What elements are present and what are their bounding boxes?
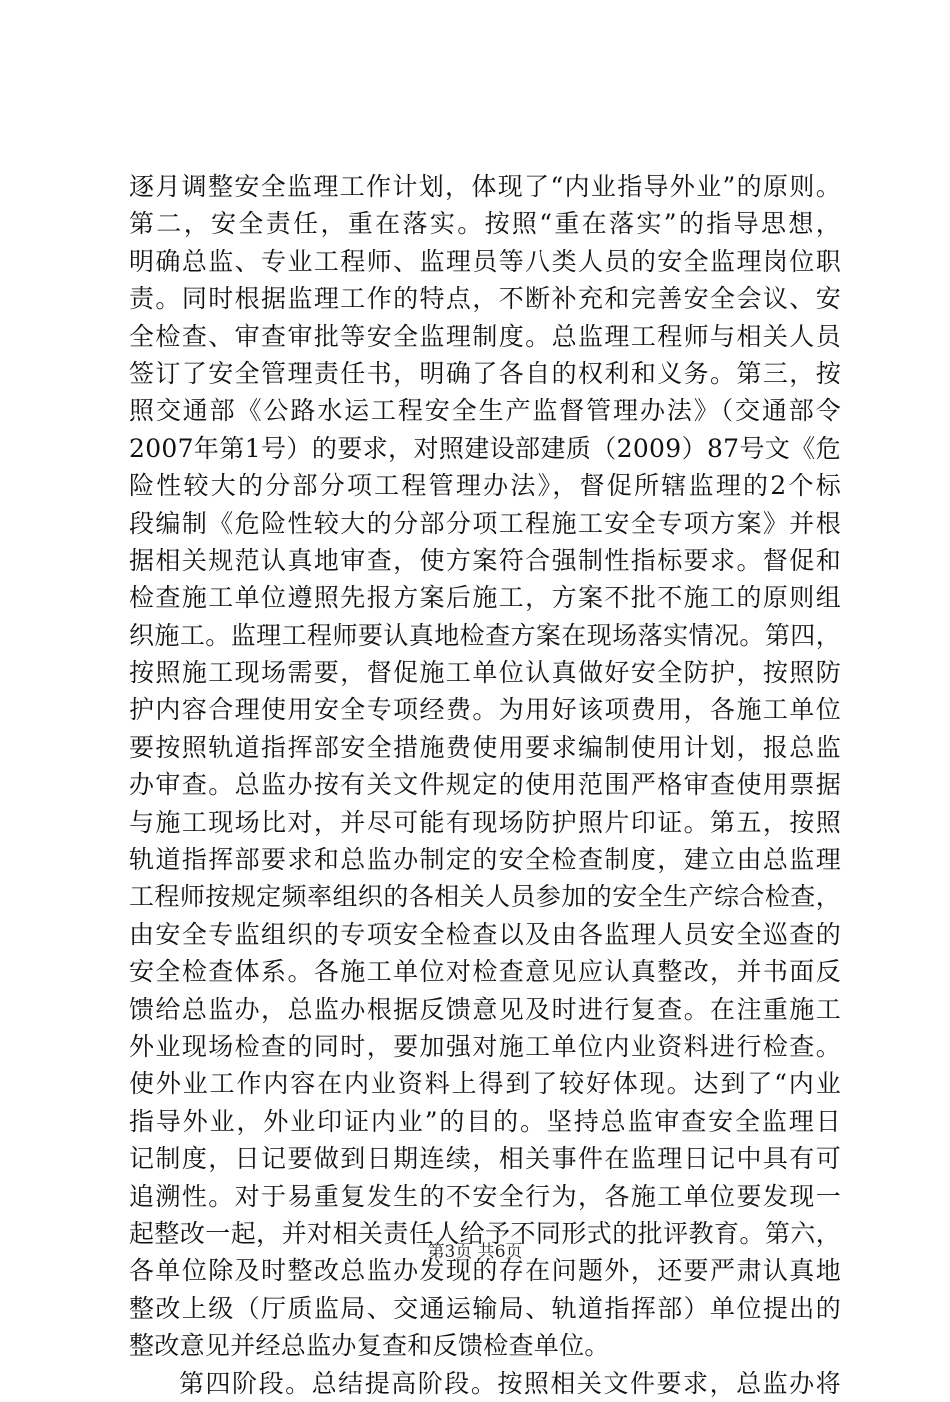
paragraph-first-line: 第四阶段。总结提高阶段。按照相关文件要求，总监办将 bbox=[179, 1368, 841, 1398]
text-line: 整改上级（厅质监局、交通运输局、轨道指挥部）单位提出的 bbox=[129, 1293, 841, 1323]
text-line: 责。同时根据监理工作的特点，不断补充和完善安全会议、安 bbox=[129, 284, 841, 314]
text-line: 险性较大的分部分项工程管理办法》，督促所辖监理的2个标 bbox=[129, 471, 841, 501]
text-line: 轨道指挥部要求和总监办制定的安全检查制度，建立由总监理 bbox=[129, 845, 841, 875]
text-line: 织施工。监理工程师要认真地检查方案在现场落实情况。第四， bbox=[129, 620, 841, 650]
text-line: 外业现场检查的同时，要加强对施工单位内业资料进行检查。 bbox=[129, 1031, 841, 1061]
text-line: 据相关规范认真地审查，使方案符合强制性指标要求。督促和 bbox=[129, 545, 841, 575]
text-line: 检查施工单位遵照先报方案后施工，方案不批不施工的原则组 bbox=[129, 583, 841, 613]
text-line: 逐月调整安全监理工作计划，体现了“内业指导外业”的原则。 bbox=[129, 172, 841, 201]
text-line: 办审查。总监办按有关文件规定的使用范围严格审查使用票据 bbox=[129, 770, 841, 800]
text-line: 追溯性。对于易重复发生的不安全行为，各施工单位要发现一 bbox=[129, 1181, 841, 1211]
text-line: 各单位除及时整改总监办发现的存在问题外，还要严肃认真地 bbox=[129, 1256, 841, 1286]
text-line: 要按照轨道指挥部安全措施费使用要求编制使用计划，报总监 bbox=[129, 732, 841, 762]
text-line: 第二，安全责任，重在落实。按照“重在落实”的指导思想， bbox=[129, 209, 841, 239]
text-line: 使外业工作内容在内业资料上得到了较好体现。达到了“内业 bbox=[129, 1069, 841, 1099]
page-number-footer: 第3页 共6页 bbox=[427, 1242, 523, 1262]
text-line: 指导外业，外业印证内业”的目的。坚持总监审查安全监理日 bbox=[129, 1106, 841, 1136]
text-line: 记制度，日记要做到日期连续，相关事件在监理日记中具有可 bbox=[129, 1144, 841, 1174]
text-line: 安全检查体系。各施工单位对检查意见应认真整改，并书面反 bbox=[129, 957, 841, 987]
text-line: 起整改一起，并对相关责任人给予不同形式的批评教育。第六， bbox=[129, 1218, 841, 1248]
text-line: 由安全专监组织的专项安全检查以及由各监理人员安全巡查的 bbox=[129, 919, 841, 949]
text-line: 护内容合理使用安全专项经费。为用好该项费用，各施工单位 bbox=[129, 695, 841, 725]
text-line: 馈给总监办，总监办根据反馈意见及时进行复查。在注重施工 bbox=[129, 994, 841, 1024]
text-line: 照交通部《公路水运工程安全生产监督管理办法》（交通部令 bbox=[129, 396, 841, 426]
text-line: 按照施工现场需要，督促施工单位认真做好安全防护，按照防 bbox=[129, 658, 841, 688]
paragraph-end-line: 整改意见并经总监办复查和反馈检查单位。 bbox=[129, 1331, 610, 1361]
text-line: 签订了安全管理责任书，明确了各自的权利和义务。第三，按 bbox=[129, 358, 841, 388]
text-line: 段编制《危险性较大的分部分项工程施工安全专项方案》并根 bbox=[129, 508, 841, 538]
text-line: 与施工现场比对，并尽可能有现场防护照片印证。第五，按照 bbox=[129, 807, 841, 837]
text-line: 明确总监、专业工程师、监理员等八类人员的安全监理岗位职 bbox=[129, 246, 841, 276]
body-text bbox=[129, 168, 841, 1402]
text-line: 全检查、审查审批等安全监理制度。总监理工程师与相关人员 bbox=[129, 321, 841, 351]
text-line: 工程师按规定频率组织的各相关人员参加的安全生产综合检查， bbox=[129, 882, 841, 912]
text-line: 2007年第1号）的要求，对照建设部建质（2009）87号文《危 bbox=[129, 433, 841, 463]
